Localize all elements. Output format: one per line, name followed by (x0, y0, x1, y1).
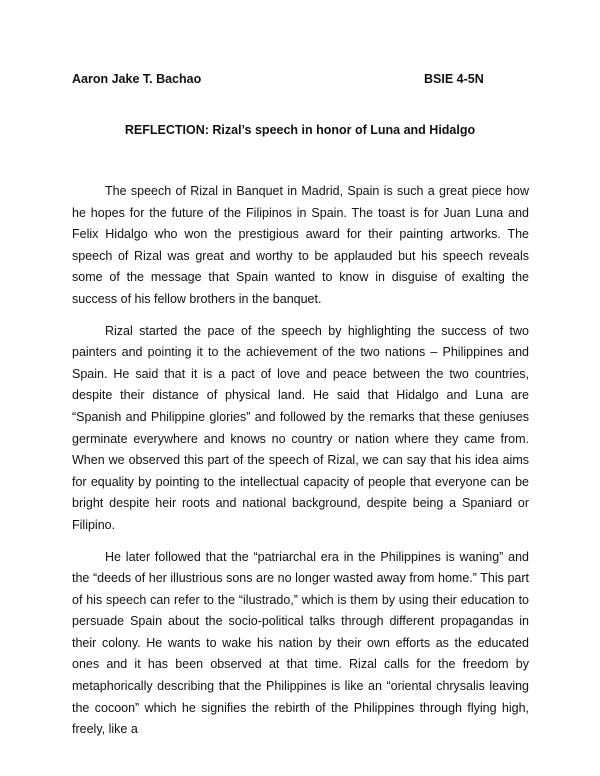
paragraph-2: Rizal started the pace of the speech by highlighting the success of two painters and pointing it to the achievement of the two nations – Philippines and Spain. He said that it is a pact of love and peace between the two countries, despite their distance of physical land. He said that Hidalgo and Luna are “Spanish and Philippine glories” and followed by the remarks that these geniuses germinate everywhere and knows no country or nation where they came from. When we observed this part of the speech of Rizal, we can say that his idea aims for equality by pointing to the intellectual capacity of people that everyone can be bright despite heir roots and national background, despite being a Spaniard or Filipino. (72, 323, 529, 532)
document-body (72, 181, 529, 751)
document-title: REFLECTION: Rizal’s speech in honor of Luna and Hidalgo (124, 123, 476, 137)
author-name: Aaron Jake T. Bachao (72, 72, 202, 86)
paragraph-1: The speech of Rizal in Banquet in Madrid, Spain is such a great piece how he hopes for the future of the Filipinos in Spain. The toast is for Juan Luna and Felix Hidalgo who won the prestigious award for their painting artworks. The speech of Rizal was great and worthy to be applauded but his speech reveals some of the message that Spain wanted to know in disguise of exalting the success of his fellow brothers in the banquet. (72, 184, 529, 306)
course-section: BSIE 4-5N (424, 72, 484, 86)
paragraph-3: He later followed that the “patriarchal era in the Philippines is waning” and the “deeds of her illustrious sons are no longer wasted away from home.” This part of his speech can refer to the “ilustrado,” which is them by using their education to persuade Spain about the socio-political talks through different propagandas in their colony. He wants to wake his nation by their own efforts as the educated ones and it has been observed at that time. Rizal calls for the freedom by metaphorically describing that the Philippines is like an “oriental chrysalis leaving the cocoon” which he signifies the rebirth of the Philippines through flying high, freely, like a (72, 549, 529, 737)
